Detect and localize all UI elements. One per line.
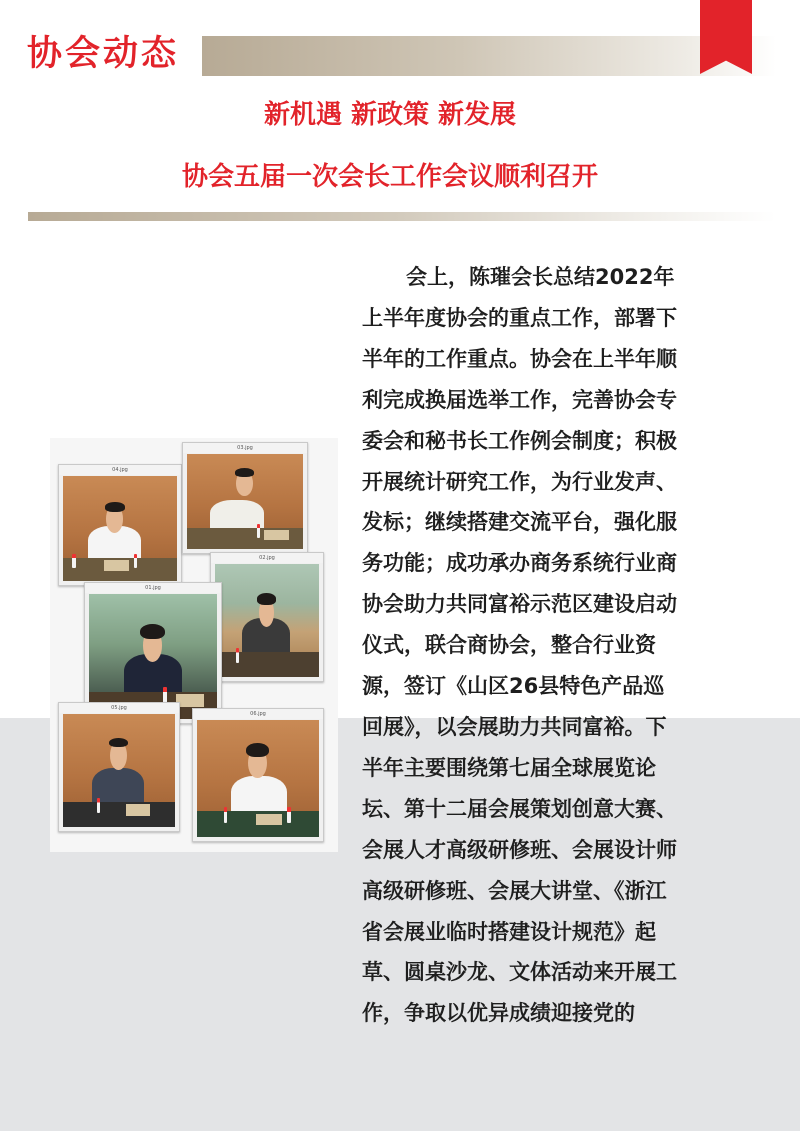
header-gradient-bar <box>202 36 776 76</box>
photo-filename: 05.jpg <box>59 703 179 713</box>
article-line: 作，争取以优异成绩迎接党的 <box>362 1001 635 1026</box>
article-line: 协会助力共同富裕示范区建设启动 <box>362 592 677 617</box>
photo-filename: 02.jpg <box>211 553 323 563</box>
article-line: 务功能；成功承办商务系统行业商 <box>362 551 677 576</box>
article-line: 回展》，以会展助力共同富裕。下 <box>362 714 667 739</box>
article-line: 仪式，联合商协会，整合行业资 <box>362 633 656 658</box>
article-line: 委会和秘书长工作例会制度；积极 <box>362 428 677 453</box>
article-line: 会展人才高级研修班、会展设计师 <box>362 837 677 862</box>
article-line: 高级研修班、会展大讲堂、《浙江 <box>362 878 667 903</box>
article-line: 利完成换届选举工作，完善协会专 <box>362 387 677 412</box>
article-line: 开展统计研究工作，为行业发声、 <box>362 469 677 494</box>
article-line: 坛、第十二届会展策划创意大赛、 <box>362 796 677 821</box>
photo-filename: 01.jpg <box>85 583 221 593</box>
meeting-photo <box>63 476 177 581</box>
meeting-photo <box>197 720 319 837</box>
headline-line-1: 新机遇 新政策 新发展 <box>263 100 517 130</box>
meeting-photo <box>215 564 319 677</box>
meeting-photo <box>187 454 303 549</box>
photo-window-05 <box>58 702 180 832</box>
photo-filename: 04.jpg <box>59 465 181 475</box>
section-label: 协会动态 <box>27 34 180 74</box>
photo-filename: 03.jpg <box>183 443 307 453</box>
meeting-photo <box>63 714 175 827</box>
photo-window-03 <box>182 442 308 554</box>
headline-line-2: 协会五届一次会长工作会议顺利召开 <box>181 162 598 192</box>
article-line: 半年主要围绕第七届全球展览论 <box>362 755 656 780</box>
article-line: 省会展业临时搭建设计规范》起 <box>362 919 656 944</box>
article-line: 半年的工作重点。协会在上半年顺 <box>362 346 677 371</box>
title-divider-bar <box>28 212 776 221</box>
meeting-photo <box>89 594 217 719</box>
article-line: 源，签订《山区26县特色产品巡 <box>362 674 665 699</box>
photo-window-02 <box>210 552 324 682</box>
photo-window-04 <box>58 464 182 586</box>
photo-filename: 06.jpg <box>193 709 323 719</box>
photo-window-06 <box>192 708 324 842</box>
photo-collage <box>50 438 338 852</box>
article-line: 会上，陈璀会长总结2022年 <box>406 265 675 289</box>
article-body <box>362 257 752 1034</box>
article-line: 上半年度协会的重点工作，部署下 <box>362 305 677 330</box>
article-line: 发标；继续搭建交流平台，强化服 <box>362 510 677 535</box>
article-line: 草、圆桌沙龙、文体活动来开展工 <box>362 960 677 985</box>
